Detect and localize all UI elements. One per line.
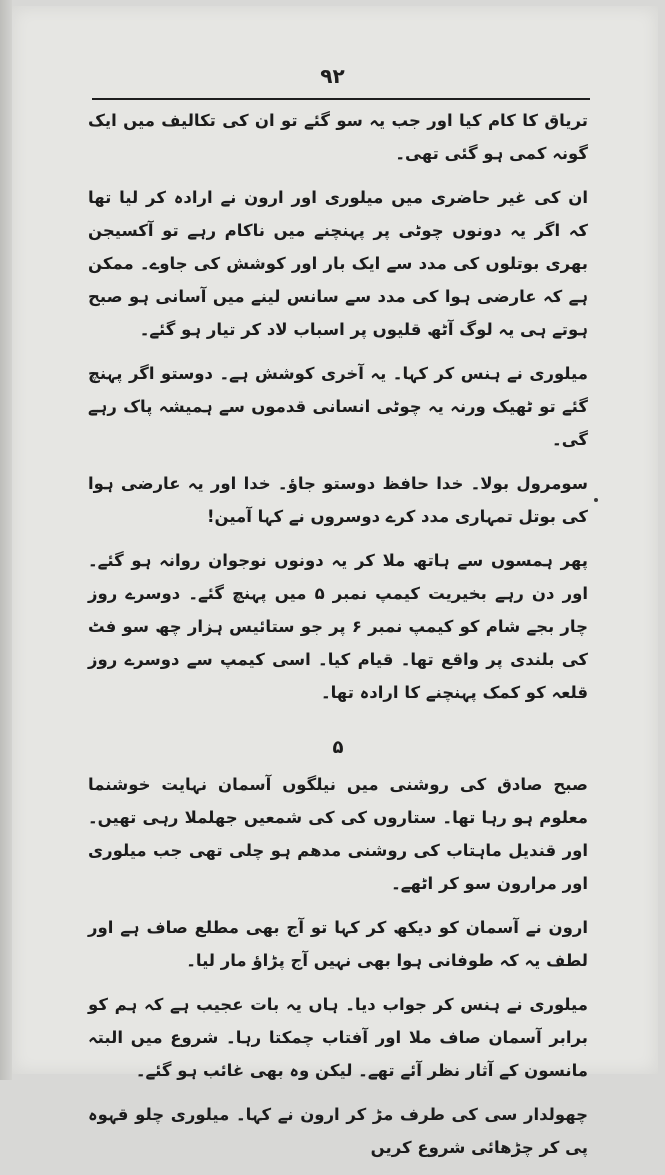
page-body [88,104,588,1175]
paragraph: ارون نے آسمان کو دیکھ کر کہا تو آج بھی مطلع صاف ہے اور لطف یہ کہ طوفانی ہوا بھی نہیں آج پڑاؤ مار لیا۔ [88,918,588,970]
paragraph: میلوری نے ہنس کر کہا۔ یہ آخری کوشش ہے۔ دوستو اگر پہنچ گئے تو ٹھیک ورنہ یہ چوٹی انسانی قدموں سے ہمیشہ پاک رہے گی۔ [88,364,588,449]
section-number: ۵ [332,737,344,758]
header-rule [92,98,590,100]
paragraph: سومرول بولا۔ خدا حافظ دوستو جاؤ۔ خدا اور یہ عارضی ہوا کی بوتل تمہاری مدد کرے دوسروں نے کہا آمین! [88,474,588,526]
paragraph: تریاق کا کام کیا اور جب یہ سو گئے تو ان کی تکالیف میں ایک گونہ کمی ہو گئی تھی۔ [88,111,588,163]
page-edge [0,0,12,1080]
paragraph: پھر ہمسوں سے ہاتھ ملا کر یہ دونوں نوجوان روانہ ہو گئے۔ اور دن رہے بخیریت کیمپ نمبر ۵ میں پہنچ گئے۔ دوسرے روز چار بجے شام کو کیمپ نمبر ۶ پر جو ستائیس ہزار چھ سو فٹ کی بلندی پر واقع تھا۔ قیام کیا۔ اسی کیمپ سے دوسرے روز قلعہ کو کمک پہنچنے کا ارادہ تھا۔ [88,551,588,702]
paragraph: صبح صادق کی روشنی میں نیلگوں آسمان نہایت خوشنما معلوم ہو رہا تھا۔ ستاروں کی کی شمعیں جھلملا رہی تھیں۔ اور قندیل ماہتاب کی روشنی مدھم ہو چلی تھی جب میلوری اور مرارون سو کر اٹھے۔ [88,775,588,893]
margin-mark [594,498,598,502]
paragraph: ان کی غیر حاضری میں میلوری اور ارون نے ارادہ کر لیا تھا کہ اگر یہ دونوں چوٹی پر پہنچنے میں ناکام رہے تو آکسیجن بھری بوتلوں کی مدد سے ایک بار اور کوشش کی جاوے۔ ممکن ہے کہ عارضی ہوا کی مدد سے سانس لینے میں آسانی ہو صبح ہوتے ہی یہ لوگ آٹھ قلیوں پر اسباب لاد کر تیار ہو گئے۔ [88,188,588,339]
paragraph: چھولدار سی کی طرف مڑ کر ارون نے کہا۔ میلوری چلو قہوہ پی کر چڑھائی شروع کریں [88,1105,588,1157]
page-number: ۹۲ [320,64,345,88]
paragraph: میلوری نے ہنس کر جواب دیا۔ ہاں یہ بات عجیب ہے کہ ہم کو برابر آسمان صاف ملا اور آفتاب چمکتا رہا۔ شروع میں البتہ مانسون کے آثار نظر آئے تھے۔ لیکن وہ بھی غائب ہو گئے۔ [88,995,588,1080]
